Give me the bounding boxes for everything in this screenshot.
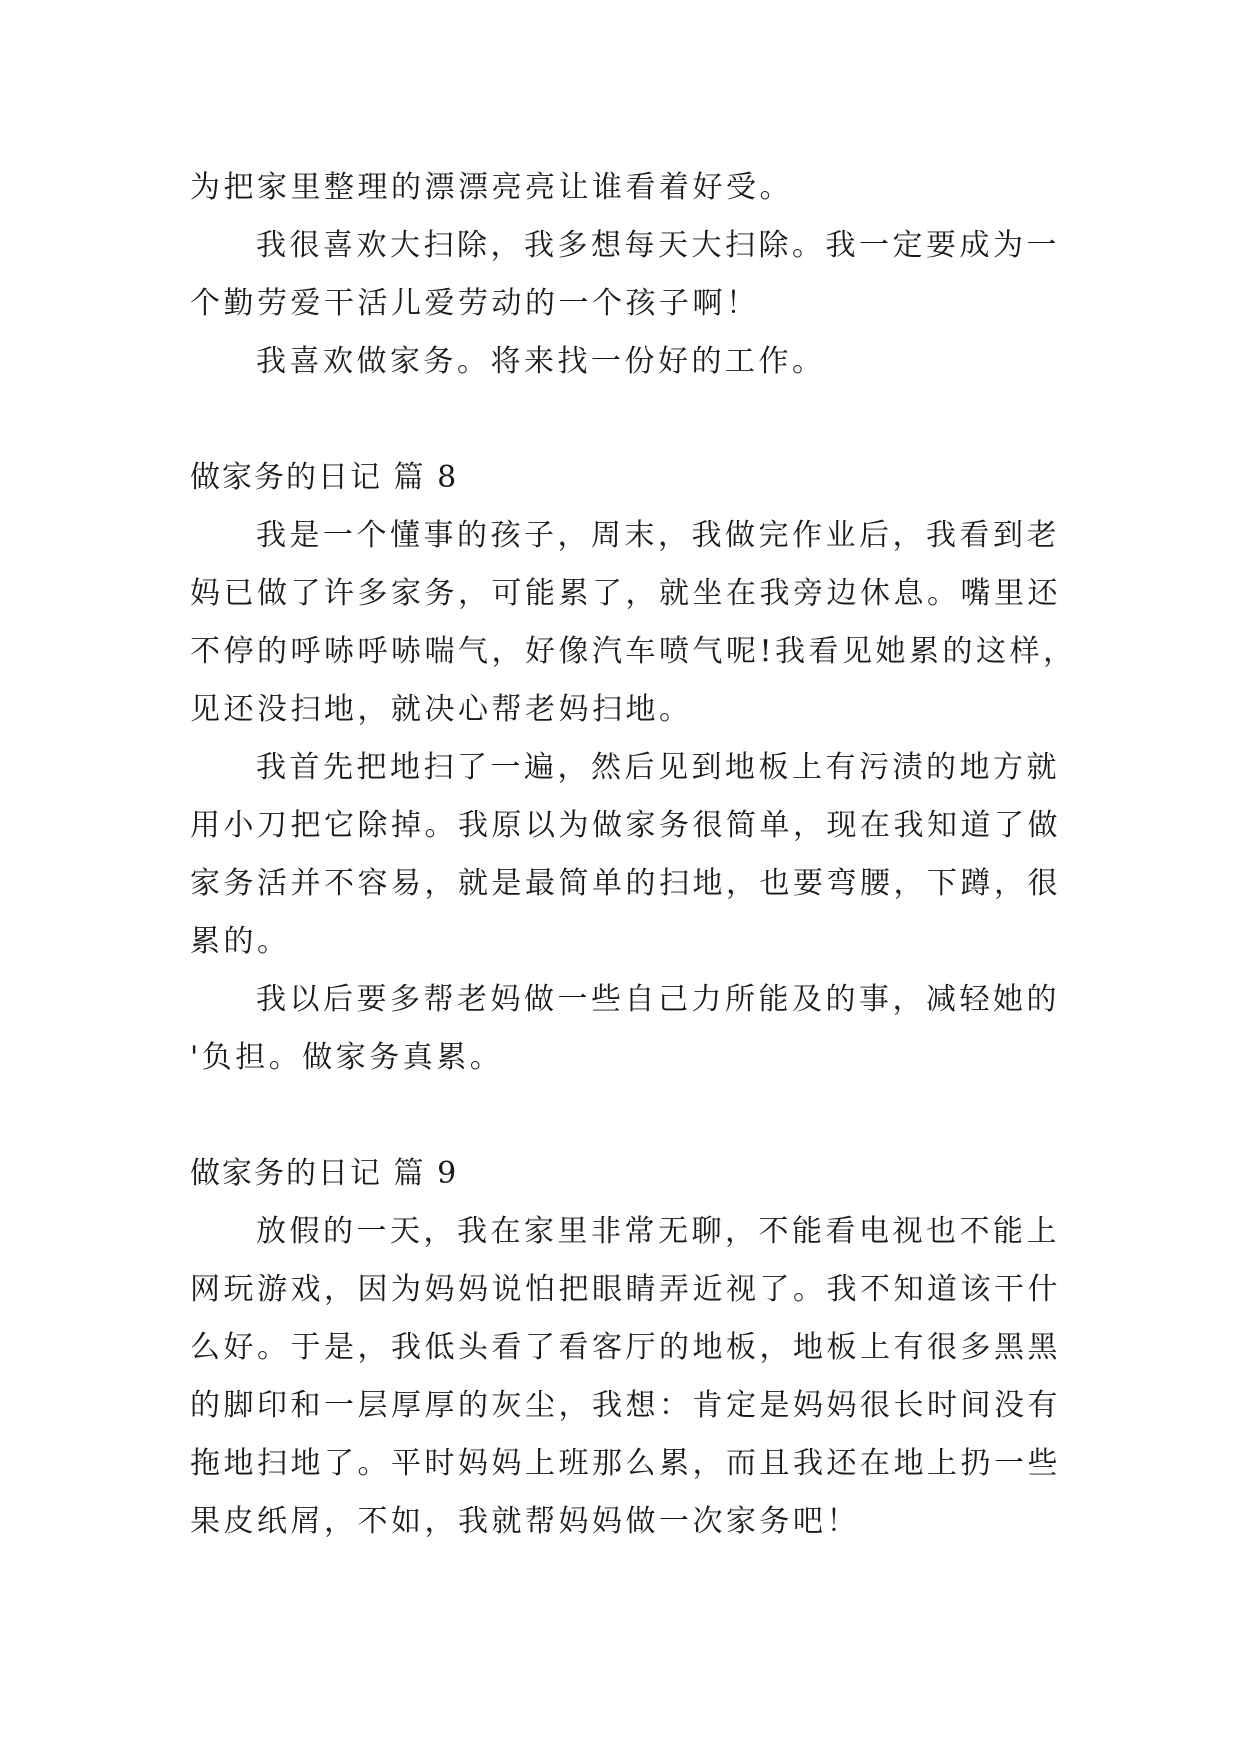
paragraph-line: 我以后要多帮老妈做一些自己力所能及的事，减轻她的 — [256, 982, 1060, 1017]
paragraph-line: 家务活并不容易，就是最简单的扫地，也要弯腰，下蹲，很 — [190, 866, 1061, 901]
paragraph-line: 我首先把地扫了一遍，然后见到地板上有污渍的地方就 — [256, 750, 1060, 785]
paragraph-line: 为把家里整理的漂漂亮亮让谁看着好受。 — [190, 170, 793, 205]
section-heading: 做家务的日记 篇 9 — [190, 1156, 459, 1191]
paragraph-line: 拖地扫地了。平时妈妈上班那么累，而且我还在地上扔一些 — [190, 1446, 1061, 1481]
paragraph-line: 妈已做了许多家务，可能累了，就坐在我旁边休息。嘴里还 — [190, 576, 1061, 611]
paragraph-line: 果皮纸屑，不如，我就帮妈妈做一次家务吧！ — [190, 1504, 860, 1539]
paragraph-line: 见还没扫地，就决心帮老妈扫地。 — [190, 692, 693, 727]
paragraph-line: 放假的一天，我在家里非常无聊，不能看电视也不能上 — [256, 1214, 1060, 1249]
paragraph-line: 累的。 — [190, 924, 291, 959]
section-9 — [190, 1145, 1070, 1551]
paragraph-line: 网玩游戏，因为妈妈说怕把眼睛弄近视了。我不知道该干什 — [190, 1272, 1061, 1307]
section-heading: 做家务的日记 篇 8 — [190, 460, 459, 495]
section-8 — [190, 449, 1077, 1087]
paragraph-line: 不停的呼哧呼哧喘气，好像汽车喷气呢!我看见她累的这样， — [190, 634, 1077, 669]
section-7-tail — [190, 159, 1070, 391]
paragraph-line: 个勤劳爱干活儿爱劳动的一个孩子啊！ — [190, 286, 760, 321]
paragraph-line: 的脚印和一层厚厚的灰尘，我想：肯定是妈妈很长时间没有 — [190, 1388, 1061, 1423]
paragraph-line: 用小刀把它除掉。我原以为做家务很简单，现在我知道了做 — [190, 808, 1061, 843]
paragraph-line: 我很喜欢大扫除，我多想每天大扫除。我一定要成为一 — [256, 228, 1060, 263]
paragraph-line: 我是一个懂事的孩子，周末，我做完作业后，我看到老 — [256, 518, 1060, 553]
paragraph-line: 我喜欢做家务。将来找一份好的工作。 — [256, 344, 826, 379]
paragraph-line: '负担。做家务真累。 — [190, 1040, 504, 1075]
document-body — [190, 159, 1077, 1551]
section-spacer — [190, 391, 1070, 449]
paragraph-line: 么好。于是，我低头看了看客厅的地板，地板上有很多黑黑 — [190, 1330, 1061, 1365]
section-spacer — [190, 1087, 1070, 1145]
